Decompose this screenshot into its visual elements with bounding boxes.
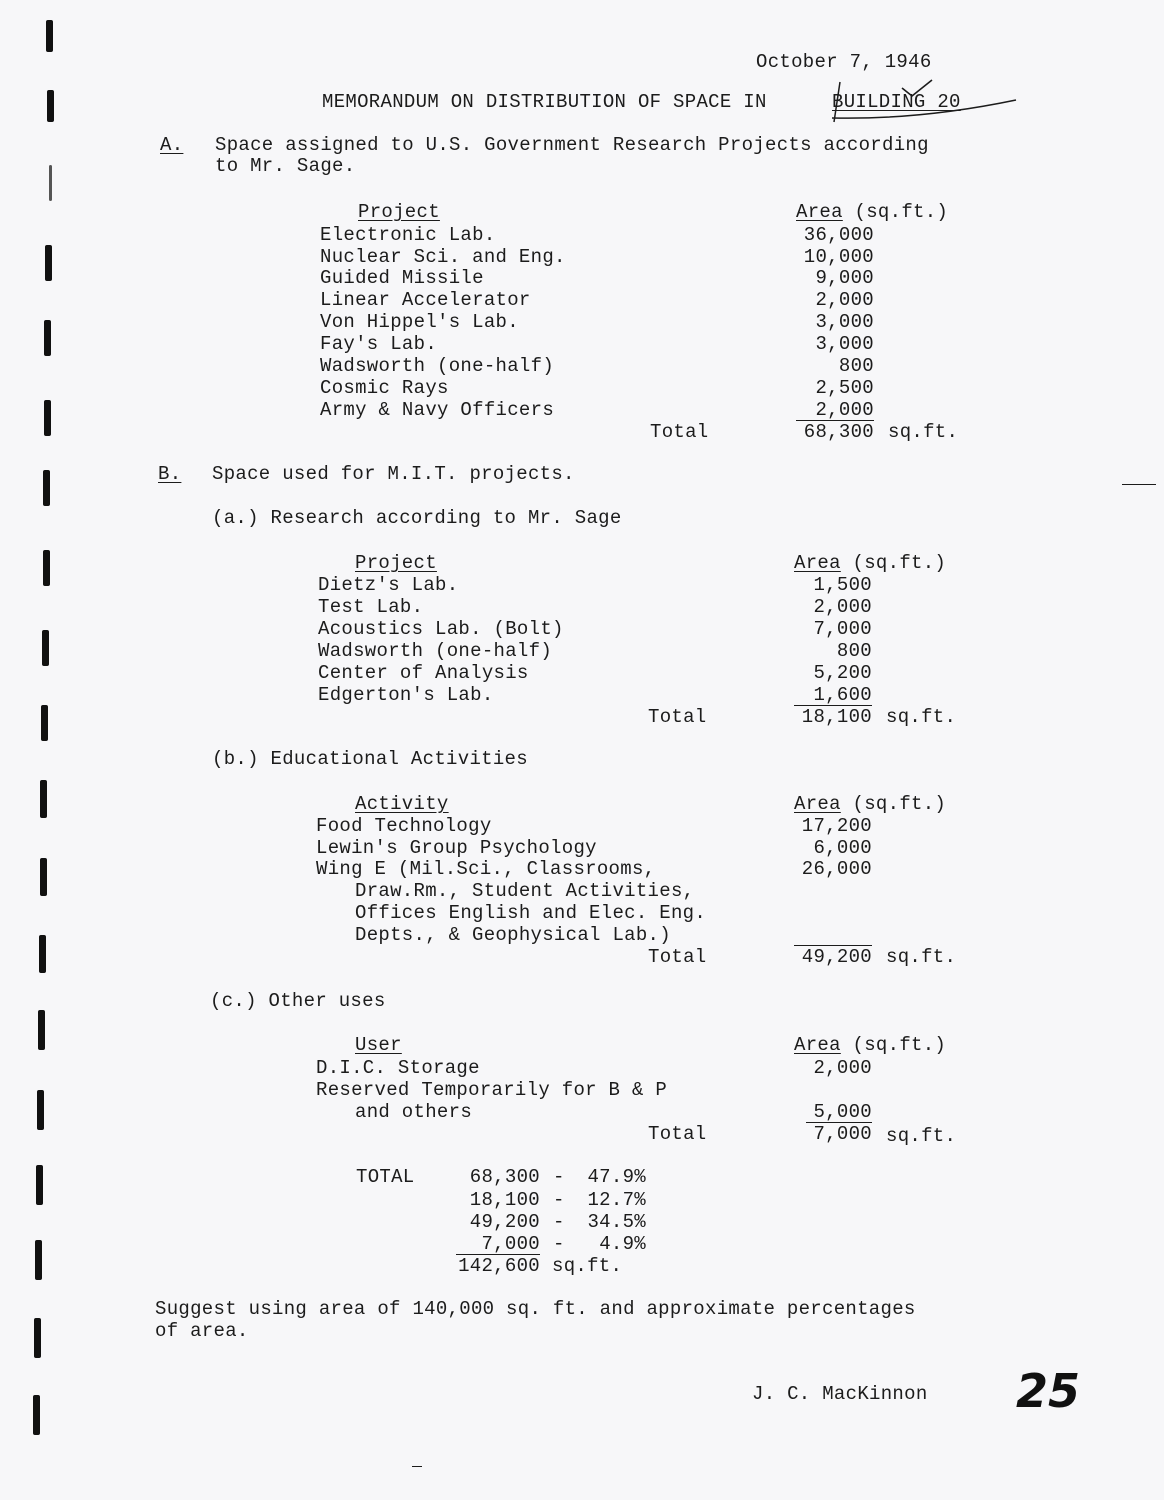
subsection-c-heading: (c.) Other uses — [210, 990, 386, 1012]
table-row-name: Acoustics Lab. (Bolt) — [318, 618, 564, 640]
binder-hole — [39, 935, 46, 973]
grand-total-label: TOTAL — [356, 1166, 415, 1188]
grand-total-dash: - — [553, 1211, 565, 1233]
table-row-continuation: Draw.Rm., Student Activities, — [355, 880, 695, 902]
section-a-letter: A. — [160, 134, 184, 156]
table-row-area: 2,000 — [813, 1057, 872, 1079]
table-row-name: Army & Navy Officers — [320, 399, 555, 421]
grand-total-percent: 34.5% — [587, 1211, 646, 1233]
table-row-area: 5,200 — [813, 662, 872, 684]
table-row-area: 6,000 — [813, 837, 872, 859]
total-label: Total — [648, 706, 707, 728]
table-row-area: 800 — [838, 355, 874, 377]
table-row-continuation: Offices English and Elec. Eng. — [355, 902, 707, 924]
memo-title-building: BUILDING 20 — [832, 91, 961, 113]
memo-title-text: MEMORANDUM ON DISTRIBUTION OF SPACE IN — [322, 91, 779, 113]
table-row-name: Test Lab. — [318, 596, 424, 618]
binder-hole — [45, 245, 52, 281]
table-row-area: 17,200 — [801, 815, 872, 837]
table-row-name: D.I.C. Storage — [316, 1057, 480, 1079]
table-row-name: Wadsworth (one-half) — [318, 640, 553, 662]
table-row-name: Wadsworth (one-half) — [320, 355, 555, 377]
grand-total-dash: - — [553, 1166, 565, 1188]
table-row-name: Edgerton's Lab. — [318, 684, 494, 706]
table-row-area: 10,000 — [803, 246, 874, 268]
table-row-name: Linear Accelerator — [320, 289, 531, 311]
table-row-area: 3,000 — [815, 333, 874, 355]
column-header-area-unit: (sq.ft.) — [842, 201, 949, 223]
table-row-continuation: and others — [355, 1101, 473, 1123]
handwritten-check-mark — [820, 76, 1020, 126]
table-row-area: 26,000 — [801, 858, 872, 880]
column-header-area-unit: (sq.ft.) — [840, 552, 947, 574]
binder-hole — [35, 1240, 42, 1280]
table-row-name: Guided Missile — [320, 267, 484, 289]
page-number: 25 — [1016, 1364, 1081, 1418]
section-b-heading: Space used for M.I.T. projects. — [212, 463, 575, 485]
total-unit: sq.ft. — [886, 1125, 957, 1147]
grand-total-percent: 12.7% — [587, 1189, 646, 1211]
section-a-heading-cont: to Mr. Sage. — [215, 155, 356, 177]
column-header-area-label: Area — [794, 1034, 841, 1056]
grand-total-dash: - — [553, 1233, 565, 1255]
column-header-area-label: Area — [794, 793, 841, 815]
scan-mark — [412, 1466, 422, 1467]
column-header-project: Project — [355, 552, 437, 574]
table-row-name: Food Technology — [316, 815, 492, 837]
total-label: Total — [648, 946, 707, 968]
table-row-name: Reserved Temporarily for B & P — [316, 1079, 668, 1101]
table-row-name: Fay's Lab. — [320, 333, 438, 355]
grand-total-value: 7,000 — [481, 1233, 540, 1255]
subsection-b-heading: (b.) Educational Activities — [212, 748, 528, 770]
column-header-area — [794, 552, 946, 574]
grand-total-percent: 4.9% — [599, 1233, 646, 1255]
table-row-name: Electronic Lab. — [320, 224, 496, 246]
margin-mark — [1122, 484, 1156, 485]
section-a-heading: Space assigned to U.S. Government Research Projects according — [215, 134, 929, 156]
column-header-activity: Activity — [355, 793, 449, 815]
table-row-area: 7,000 — [813, 618, 872, 640]
grand-total-unit: sq.ft. — [552, 1255, 623, 1277]
grand-total-value: 18,100 — [469, 1189, 540, 1211]
binder-hole — [38, 1010, 45, 1050]
table-row-name: Cosmic Rays — [320, 377, 449, 399]
table-row-area: 9,000 — [815, 267, 874, 289]
column-header-project: Project — [358, 201, 440, 223]
grand-total-sum: 142,600 — [458, 1255, 540, 1277]
table-row-name: Von Hippel's Lab. — [320, 311, 519, 333]
column-header-area — [796, 201, 948, 223]
binder-hole — [44, 320, 51, 356]
grand-total-value: 49,200 — [469, 1211, 540, 1233]
table-row-name: Center of Analysis — [318, 662, 529, 684]
memo-date: October 7, 1946 — [756, 51, 932, 73]
binder-hole — [43, 550, 50, 586]
binder-hole — [46, 20, 53, 52]
column-header-area-label: Area — [794, 552, 841, 574]
table-row-name: Lewin's Group Psychology — [316, 837, 597, 859]
table-row-name: Nuclear Sci. and Eng. — [320, 246, 566, 268]
table-row-area: 2,500 — [815, 377, 874, 399]
column-header-user: User — [355, 1034, 402, 1056]
table-row-area: 2,000 — [815, 289, 874, 311]
table-row-area: 2,000 — [813, 596, 872, 618]
signature: J. C. MacKinnon — [752, 1383, 928, 1405]
subsection-a-heading: (a.) Research according to Mr. Sage — [212, 507, 622, 529]
table-row-area: 1,500 — [813, 574, 872, 596]
total-unit: sq.ft. — [888, 421, 959, 443]
section-b-letter: B. — [158, 463, 182, 485]
column-header-area-unit: (sq.ft.) — [840, 793, 947, 815]
table-row-area: 5,000 — [813, 1101, 872, 1123]
grand-total-percent: 47.9% — [587, 1166, 646, 1188]
binder-hole — [47, 90, 54, 122]
binder-hole — [36, 1165, 43, 1205]
suggestion-text-cont: of area. — [155, 1320, 249, 1342]
column-header-area-unit: (sq.ft.) — [840, 1034, 947, 1056]
total-value: 49,200 — [801, 946, 872, 968]
table-row-name: Wing E (Mil.Sci., Classrooms, — [316, 858, 656, 880]
binder-hole — [43, 470, 50, 506]
table-row-area: 1,600 — [813, 684, 872, 706]
binder-hole — [37, 1090, 44, 1130]
total-label: Total — [650, 421, 709, 443]
table-row-area: 2,000 — [815, 399, 874, 421]
total-label: Total — [648, 1123, 707, 1145]
column-header-area-label: Area — [796, 201, 843, 223]
binder-hole — [34, 1318, 41, 1358]
binder-hole — [49, 165, 52, 201]
table-row-area: 800 — [836, 640, 872, 662]
table-row-area: 3,000 — [815, 311, 874, 333]
table-row-area: 36,000 — [803, 224, 874, 246]
table-row-continuation: Depts., & Geophysical Lab.) — [355, 924, 671, 946]
binder-hole — [33, 1395, 40, 1435]
binder-hole — [42, 630, 49, 666]
binder-hole — [40, 858, 47, 896]
column-header-area — [794, 793, 946, 815]
total-value: 7,000 — [813, 1123, 872, 1145]
binder-hole — [44, 400, 51, 436]
binder-hole — [41, 705, 48, 741]
suggestion-text: Suggest using area of 140,000 sq. ft. and approximate percentages — [155, 1298, 916, 1320]
binder-hole — [40, 780, 47, 818]
grand-total-dash: - — [553, 1189, 565, 1211]
table-row-name: Dietz's Lab. — [318, 574, 459, 596]
total-unit: sq.ft. — [886, 946, 957, 968]
column-header-area — [794, 1034, 946, 1056]
total-value: 68,300 — [803, 421, 874, 443]
total-value: 18,100 — [801, 706, 872, 728]
grand-total-value: 68,300 — [469, 1166, 540, 1188]
total-unit: sq.ft. — [886, 706, 957, 728]
